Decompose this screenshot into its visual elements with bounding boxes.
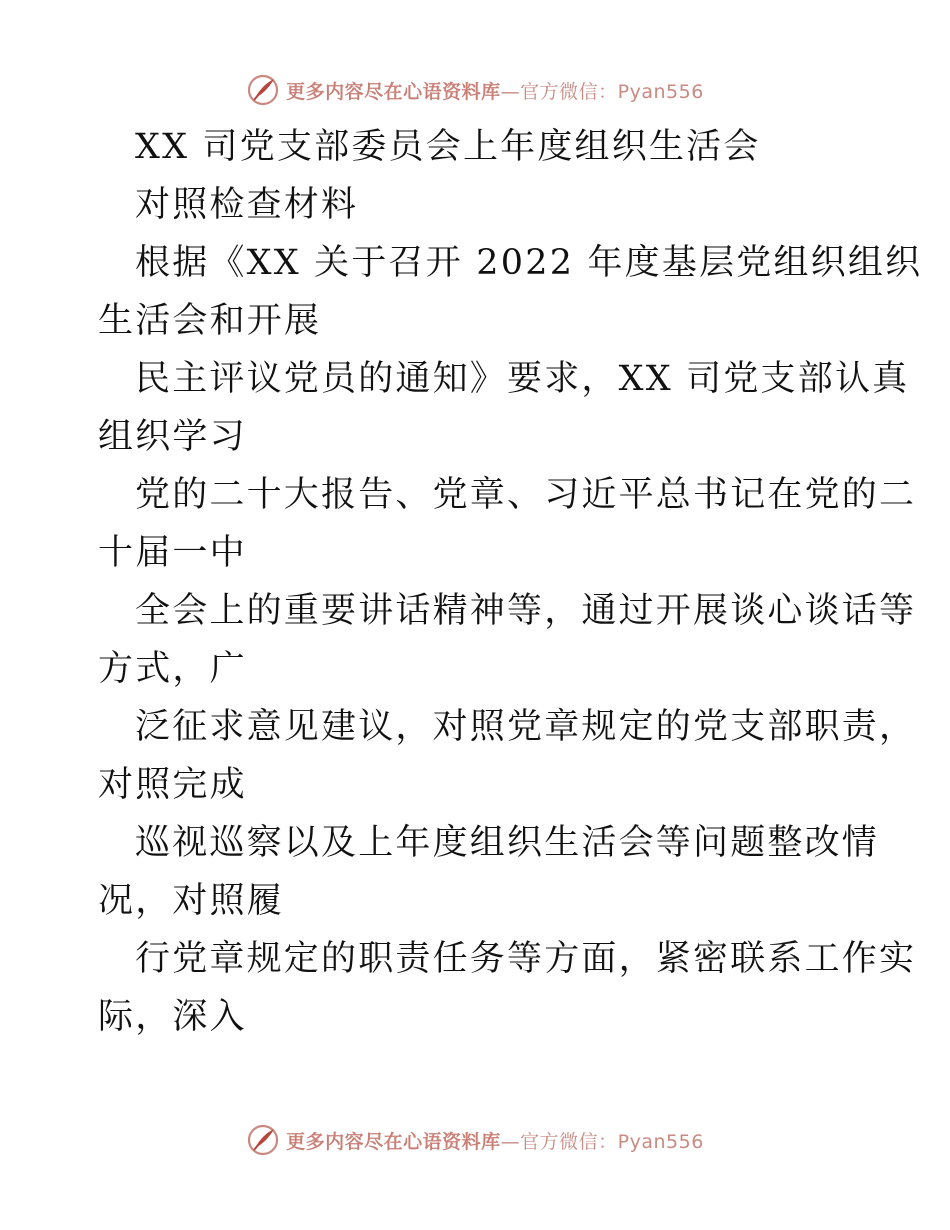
- doc-line-2: 对照检查材料: [135, 185, 359, 225]
- watermark-contact-text: 官方微信：Pyan556: [520, 1130, 704, 1153]
- doc-line-14: 况，对照履: [98, 881, 285, 921]
- doc-line-15: 行党章规定的职责任务等方面，紧密联系工作实: [135, 939, 917, 979]
- doc-line-3: 根据《XX 关于召开 2022 年度基层党组织组织: [135, 243, 923, 283]
- doc-line-9: 全会上的重要讲话精神等，通过开展谈心谈话等: [135, 591, 917, 631]
- doc-line-6: 组织学习: [98, 417, 247, 457]
- quill-pen-logo-icon: [246, 1123, 280, 1157]
- doc-line-1: XX 司党支部委员会上年度组织生活会: [135, 127, 761, 167]
- doc-line-5: 民主评议党员的通知》要求，XX 司党支部认真: [135, 359, 910, 399]
- doc-line-4: 生活会和开展: [98, 301, 322, 341]
- quill-pen-logo-icon: [246, 73, 280, 107]
- doc-line-10: 方式，广: [98, 649, 247, 689]
- doc-line-12: 对照完成: [98, 765, 247, 805]
- footer-watermark: [0, 1120, 950, 1160]
- document-body: [98, 118, 923, 1046]
- watermark-site-text: 更多内容尽在心语资料库: [286, 1130, 501, 1153]
- doc-line-7: 党的二十大报告、党章、习近平总书记在党的二: [135, 475, 917, 515]
- doc-line-11: 泛征求意见建议，对照党章规定的党支部职责，: [135, 707, 917, 747]
- header-watermark: [0, 70, 950, 110]
- watermark-contact-text: 官方微信：Pyan556: [520, 80, 704, 103]
- watermark-text: [286, 1127, 704, 1154]
- watermark-dash: —: [500, 80, 521, 103]
- doc-line-13: 巡视巡察以及上年度组织生活会等问题整改情: [135, 823, 880, 863]
- watermark-text: [286, 77, 704, 104]
- doc-line-8: 十届一中: [98, 533, 247, 573]
- watermark-dash: —: [500, 1130, 521, 1153]
- watermark-site-text: 更多内容尽在心语资料库: [286, 80, 501, 103]
- doc-line-16: 际，深入: [98, 997, 247, 1037]
